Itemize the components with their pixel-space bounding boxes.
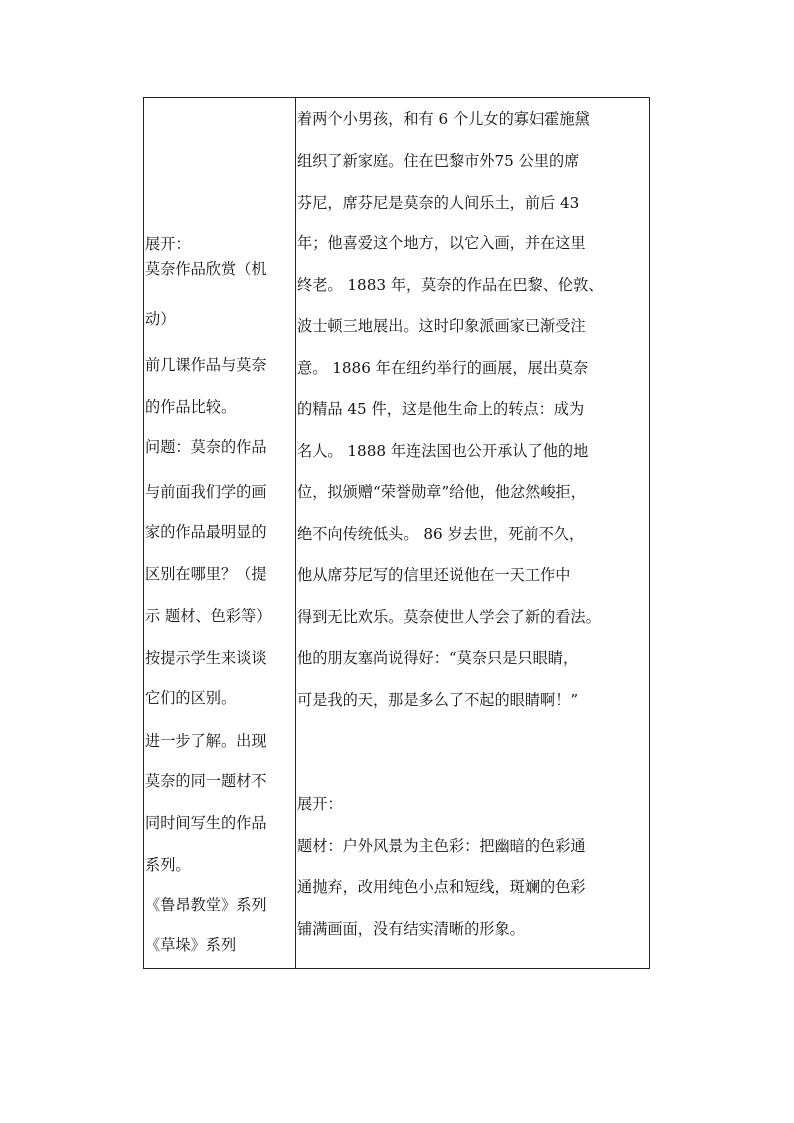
left-line: 莫奈作品欣赏（机 <box>145 260 267 278</box>
left-line: 展开： <box>145 235 191 253</box>
right-line: 组织了新家庭。住在巴黎市外75 公里的席 <box>297 152 580 170</box>
left-line: 系列。 <box>145 856 191 874</box>
right-line: 名人。 1888 年连法国也公开承认了他的地 <box>297 442 589 460</box>
right-line: 年；他喜爱这个地方，以它入画，并在这里 <box>297 234 586 252</box>
left-line: 问题：莫奈的作品 <box>145 438 267 456</box>
right-line: 终老。 1883 年，莫奈的作品在巴黎、伦敦、 <box>297 276 604 294</box>
right-line: 展开： <box>297 795 343 813</box>
left-line: 同时间写生的作品 <box>145 814 267 832</box>
left-line: 动） <box>145 310 176 328</box>
left-line: 它们的区别。 <box>145 689 237 707</box>
left-line: 前几课作品与莫奈 <box>145 356 267 374</box>
left-line: 按提示学生来谈谈 <box>145 649 267 667</box>
right-line: 可是我的天，那是多么了不起的眼睛啊！” <box>297 691 579 709</box>
right-line: 波士顿三地展出。这时印象派画家已渐受注 <box>297 317 586 335</box>
content-cell <box>297 98 649 966</box>
right-line: 着两个小男孩，和有 6 个儿女的寡妇霍施黛 <box>297 110 590 128</box>
left-line: 家的作品最明显的 <box>145 523 267 541</box>
left-line: 《鲁昂教堂》系列 <box>145 896 267 914</box>
column-divider <box>295 97 296 969</box>
right-line: 通抛弃，改用纯色小点和短线，斑斓的色彩 <box>297 878 586 896</box>
right-line: 芬尼，席芬尼是莫奈的人间乐土，前后 43 <box>297 194 580 212</box>
left-line: 与前面我们学的画 <box>145 483 267 501</box>
right-line: 题材：户外风景为主色彩：把幽暗的色彩通 <box>297 837 586 855</box>
right-line: 意。 1886 年在纽约举行的画展，展出莫奈 <box>297 359 589 377</box>
left-line: 进一步了解。出现 <box>145 732 267 750</box>
right-line: 绝不向传统低头。 86 岁去世，死前不久， <box>297 525 585 543</box>
right-line: 铺满画面，没有结实清晰的形象。 <box>297 920 525 938</box>
left-line: 区别在哪里？（提 <box>145 565 267 583</box>
right-line: 他的朋友塞尚说得好：“莫奈只是只眼睛， <box>297 649 579 667</box>
left-line: 《草垛》系列 <box>145 936 237 954</box>
left-line: 示 题材、色彩等） <box>145 607 272 625</box>
activity-cell <box>145 98 294 966</box>
right-line: 他从席芬尼写的信里还说他在一天工作中 <box>297 566 571 584</box>
left-line: 的作品比较。 <box>145 398 237 416</box>
right-line: 位，拟颁赠“荣誉勋章”给他，他忿然峻拒， <box>297 483 586 501</box>
left-line: 莫奈的同一题材不 <box>145 772 267 790</box>
right-line: 得到无比欢乐。莫奈使世人学会了新的看法。 <box>297 608 601 626</box>
right-line: 的精品 45 件，这是他生命上的转点：成为 <box>297 400 585 418</box>
